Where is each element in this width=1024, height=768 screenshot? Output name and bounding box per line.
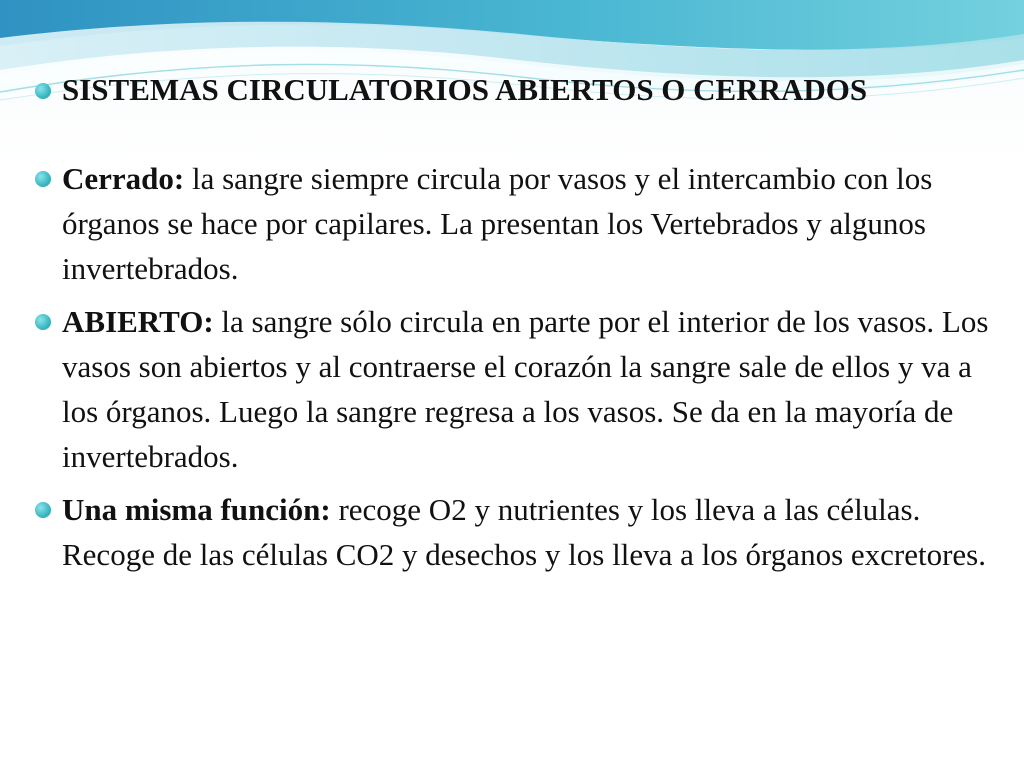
slide-title: SISTEMAS CIRCULATORIOS ABIERTOS O CERRADOS xyxy=(62,72,868,107)
bullet-abierto xyxy=(34,299,1010,479)
slide-content xyxy=(34,68,1004,585)
bullet-funcion xyxy=(34,487,1010,577)
bullet-lead: Cerrado: xyxy=(62,161,185,196)
bullet-text: recoge O2 y nutrientes y los lleva a las células. Recoge de las células CO2 y desechos y los lleva a los órganos excretores. xyxy=(62,492,986,572)
title-bullet xyxy=(34,68,1004,112)
bullet-text: la sangre siempre circula por vasos y el intercambio con los órganos se hace por capilares. La presentan los Vertebrados y algunos invertebrados. xyxy=(62,161,933,286)
bullet-cerrado xyxy=(34,156,1010,291)
bullet-text: la sangre sólo circula en parte por el interior de los vasos. Los vasos son abiertos y al contraerse el corazón la sangre sale de ellos y va a los órganos. Luego la sangre regresa a los vasos. Se da en la mayoría de invertebrados. xyxy=(62,304,989,474)
teal-dot-icon xyxy=(35,314,51,330)
bullet-lead: ABIERTO: xyxy=(62,304,214,339)
teal-dot-icon xyxy=(35,171,51,187)
teal-dot-icon xyxy=(35,502,51,518)
bullet-lead: Una misma función: xyxy=(62,492,331,527)
teal-dot-icon xyxy=(35,83,51,99)
